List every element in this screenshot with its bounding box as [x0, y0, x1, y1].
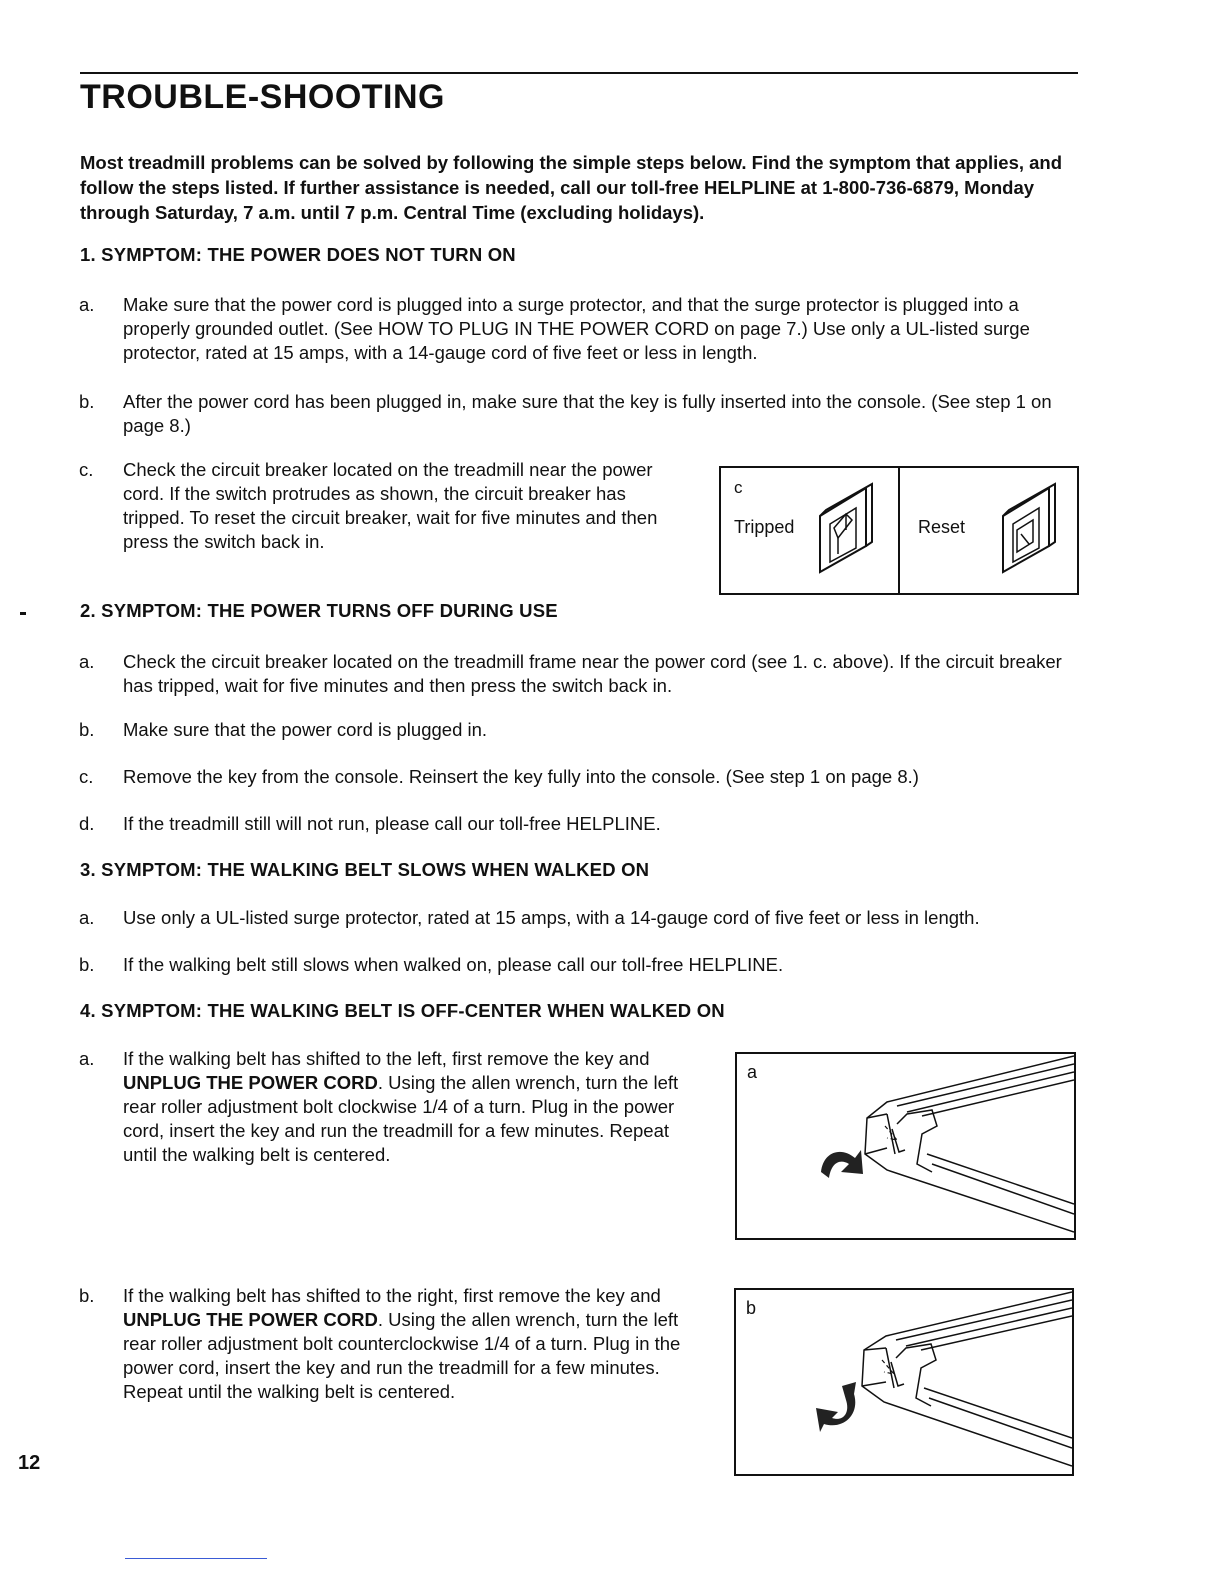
- step-text: Make sure that the power cord is plugged into a surge protector, and that the surge protector is plugged into a properly grounded outlet. (See HOW TO PLUG IN THE POWER CORD on page 7.) Use only a UL-listed surge protector, rated at 15 amps, with a 14-gauge cord of five feet or less in length.: [123, 294, 1030, 363]
- step-1b: [79, 390, 1086, 438]
- title-rule: [80, 72, 1078, 74]
- bottom-rule: [125, 1558, 267, 1559]
- step-3a: [79, 906, 1086, 930]
- step-text: After the power cord has been plugged in, make sure that the key is fully inserted into the console. (See step 1 on page 8.): [123, 391, 1052, 436]
- belt-right-figure: [734, 1288, 1074, 1476]
- step-1c: [79, 458, 661, 554]
- step-text: If the treadmill still will not run, please call our toll-free HELPLINE.: [123, 813, 661, 834]
- step-label: d.: [79, 813, 95, 834]
- step-3b: [79, 953, 1086, 977]
- treadmill-roller-diagram: [737, 1054, 1074, 1238]
- tripped-switch-icon: [816, 480, 880, 574]
- step-text-post: . Using the allen wrench, turn the left rear roller adjustment bolt counterclockwise 1/4 of a turn. Plug in the power cord, insert the key and run the treadmill for a few minutes. Repeat until the walking belt is centered.: [123, 1309, 681, 1402]
- step-text-bold: UNPLUG THE POWER CORD: [123, 1072, 378, 1093]
- step-text-bold: UNPLUG THE POWER CORD: [123, 1309, 378, 1330]
- reset-switch-icon: [999, 480, 1063, 574]
- symptom-heading-1: 1. SYMPTOM: THE POWER DOES NOT TURN ON: [80, 244, 516, 265]
- step-1a: [79, 293, 1086, 365]
- step-text: Remove the key from the console. Reinsert the key fully into the console. (See step 1 on page 8.): [123, 766, 919, 787]
- symptom-heading-3: 3. SYMPTOM: THE WALKING BELT SLOWS WHEN WALKED ON: [80, 859, 650, 880]
- step-text-pre: If the walking belt has shifted to the left, first remove the key and: [123, 1048, 650, 1069]
- step-4b: [79, 1284, 691, 1404]
- circuit-breaker-figure: [719, 466, 1079, 595]
- step-2d: [79, 812, 1086, 836]
- step-label: a.: [79, 651, 95, 672]
- step-text: If the walking belt still slows when walked on, please call our toll-free HELPLINE.: [123, 954, 784, 975]
- step-text-pre: If the walking belt has shifted to the right, first remove the key and: [123, 1285, 661, 1306]
- step-label: b.: [79, 954, 95, 975]
- step-2b: [79, 718, 1086, 742]
- step-text: Check the circuit breaker located on the treadmill near the power cord. If the switch protrudes as shown, the circuit breaker has tripped. To reset the circuit breaker, wait for five minutes and then press the switch back in.: [123, 459, 658, 552]
- symptom-heading-4: 4. SYMPTOM: THE WALKING BELT IS OFF-CENTER WHEN WALKED ON: [80, 1000, 725, 1021]
- step-label: b.: [79, 391, 95, 412]
- figure-label: c: [734, 478, 743, 497]
- page-number: 12: [18, 1452, 41, 1474]
- step-label: c.: [79, 459, 94, 480]
- step-label: a.: [79, 294, 95, 315]
- step-text: Make sure that the power cord is plugged in.: [123, 719, 488, 740]
- step-text: Use only a UL-listed surge protector, rated at 15 amps, with a 14-gauge cord of five feet or less in length.: [123, 907, 980, 928]
- belt-left-figure: [735, 1052, 1076, 1240]
- figure-label: b: [746, 1298, 757, 1318]
- step-text: Check the circuit breaker located on the treadmill frame near the power cord (see 1. c. above). If the circuit breaker has tripped, wait for five minutes and then press the switch back in.: [123, 651, 1062, 696]
- step-label: b.: [79, 719, 95, 740]
- page-title: TROUBLE-SHOOTING: [80, 78, 445, 116]
- tripped-label: Tripped: [734, 517, 795, 537]
- symptom-heading-2: 2. SYMPTOM: THE POWER TURNS OFF DURING USE: [80, 600, 558, 621]
- step-2a: [79, 650, 1086, 698]
- step-2c: [79, 765, 1086, 789]
- figure-divider: [898, 468, 900, 593]
- step-label: a.: [79, 1048, 95, 1069]
- step-4a: [79, 1047, 691, 1167]
- treadmill-roller-diagram: [736, 1290, 1072, 1474]
- step-label: c.: [79, 766, 94, 787]
- step-label: b.: [79, 1285, 95, 1306]
- reset-label: Reset: [918, 517, 966, 537]
- step-text-post: . Using the allen wrench, turn the left rear roller adjustment bolt clockwise 1/4 of a turn. Plug in the power cord, insert the key and run the treadmill for a few minutes. Repeat until the walking belt is centered.: [123, 1072, 679, 1165]
- step-label: a.: [79, 907, 95, 928]
- intro-paragraph: Most treadmill problems can be solved by following the simple steps below. Find the symptom that applies, and follow the steps listed. If further assistance is needed, call our toll-free HELPLINE at 1-800-736-6879, Monday through Saturday, 7 a.m. until 7 p.m. Central Time (excluding holidays).: [80, 152, 1063, 223]
- figure-label: a: [747, 1062, 758, 1082]
- margin-mark: [20, 612, 26, 615]
